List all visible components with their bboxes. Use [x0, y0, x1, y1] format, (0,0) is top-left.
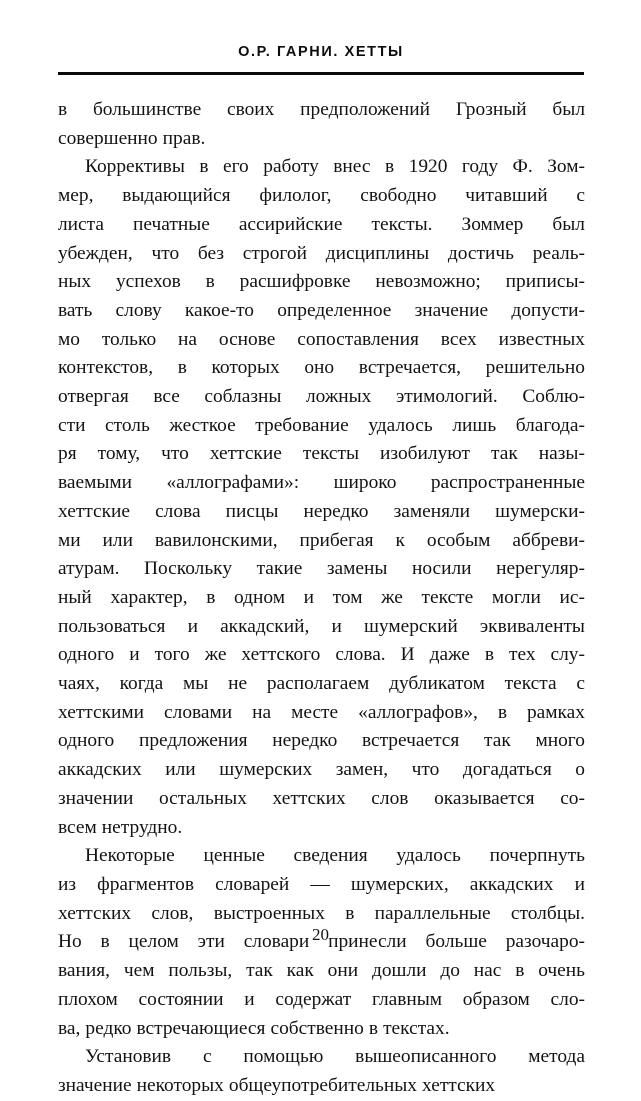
text-line: ных успехов в расшифровке невозможно; приписы- [58, 271, 585, 293]
text-line: мер, выдающийся филолог, свободно читавший с [58, 185, 585, 207]
page-number: 20 [312, 925, 329, 944]
text-line: Но в целом эти словари принесли больше разочаро- [58, 931, 585, 953]
text-line: ми или вавилонскими, прибегая к особым аббреви- [58, 529, 585, 551]
text-line: отвергая все соблазны ложных этимологий. Соблю- [58, 386, 585, 408]
text-line: ваемыми «аллографами»: широко распространенные [58, 472, 585, 494]
text-line: Установив с помощью вышеописанного метода [85, 1046, 585, 1068]
body-text-block [58, 96, 585, 1101]
text-line: плохом состоянии и содержат главным образом сло- [58, 988, 585, 1010]
paragraph [58, 153, 585, 842]
text-line: контекстов, в которых оно встречается, решительно [58, 357, 585, 379]
running-head: О.Р. ГАРНИ. ХЕТТЫ [238, 44, 404, 60]
text-line: вания, чем пользы, так как они дошли до нас в очень [58, 960, 585, 982]
text-line: совершенно прав. [58, 127, 206, 149]
text-line: хеттскими словами на месте «аллографов», в рамках [58, 701, 585, 723]
text-line: ря тому, что хеттские тексты изобилуют так назы- [58, 443, 585, 465]
text-line: мо только на основе сопоставления всех известных [58, 328, 585, 350]
text-line: одного и того же хеттского слова. И даже в тех слу- [58, 644, 585, 666]
text-line: убежден, что без строгой дисциплины достичь реаль- [58, 242, 585, 264]
text-line: аккадских или шумерских замен, что догадаться о [58, 759, 585, 781]
paragraph [58, 96, 585, 153]
text-line: атурам. Поскольку такие замены носили нерегуляр- [58, 558, 585, 580]
text-line: сти столь жесткое требование удалось лишь благода- [58, 414, 585, 436]
text-line: значение некоторых общеупотребительных хеттских [58, 1074, 496, 1096]
text-line: из фрагментов словарей — шумерских, аккадских и [58, 873, 585, 895]
text-line: Коррективы в его работу внес в 1920 году Ф. Зом- [85, 156, 585, 178]
text-line: хеттские слова писцы нередко заменяли шумерски- [58, 500, 585, 522]
text-line: ный характер, в одном и том же тексте могли ис- [58, 586, 585, 608]
text-line: вать слову какое-то определенное значение допусти- [58, 299, 585, 321]
text-line: всем нетрудно. [58, 816, 183, 838]
text-line: Некоторые ценные сведения удалось почерпнуть [85, 845, 585, 867]
text-line: чаях, когда мы не располагаем дубликатом текста с [58, 673, 585, 695]
header-rule [58, 72, 584, 75]
text-line: в большинстве своих предположений Грозный был [58, 99, 585, 120]
paragraph [58, 1043, 585, 1100]
text-line: хеттских слов, выстроенных в параллельные столбцы. [58, 902, 585, 924]
text-line: значении остальных хеттских слов оказывается со- [58, 787, 585, 809]
text-line: пользоваться и аккадский, и шумерский эквиваленты [58, 615, 585, 637]
text-line: ва, редко встречающиеся собственно в текстах. [58, 1017, 450, 1039]
text-line: листа печатные ассирийские тексты. Зоммер был [58, 213, 585, 235]
text-line: одного предложения нередко встречается так много [58, 730, 585, 752]
